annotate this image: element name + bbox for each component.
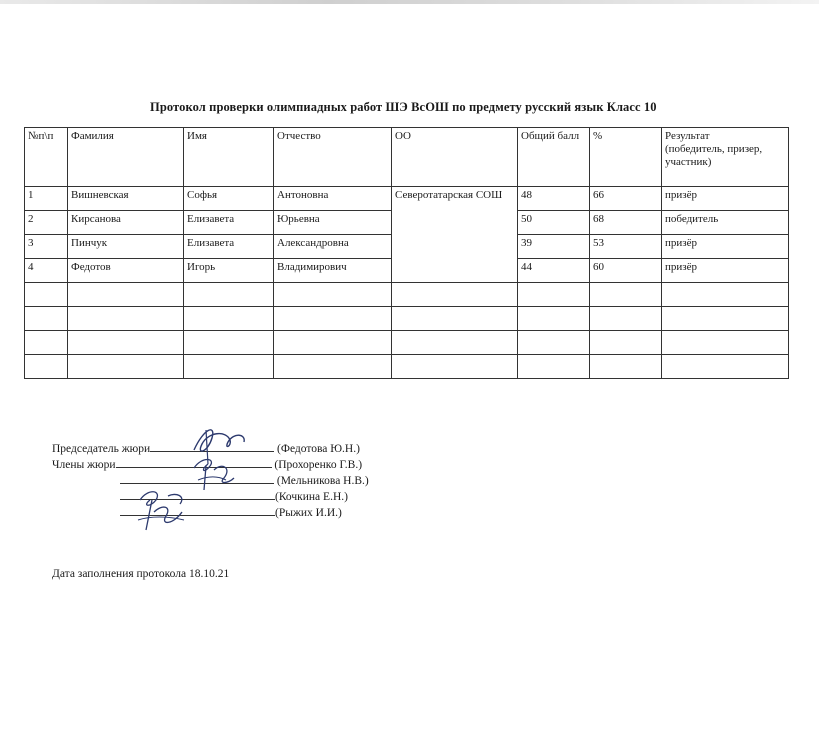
cell-percent: 60 xyxy=(590,259,662,283)
cell-number: 3 xyxy=(25,235,68,259)
cell-patronymic: Антоновна xyxy=(274,187,392,211)
header-total-score: Общий балл xyxy=(518,128,590,187)
cell-score: 44 xyxy=(518,259,590,283)
signature-block xyxy=(52,440,369,520)
document-title: Протокол проверки олимпиадных работ ШЭ ВсОШ по предмету русский язык Класс 10 xyxy=(150,100,657,114)
cell-score: 39 xyxy=(518,235,590,259)
cell-school: Северотатарская СОШ xyxy=(392,187,518,283)
signature-line xyxy=(150,440,274,452)
member-row xyxy=(52,456,369,472)
scan-edge xyxy=(0,0,819,4)
member-name: (Мельникова Н.В.) xyxy=(276,475,369,487)
member-name: (Кочкина Е.Н.) xyxy=(275,491,348,503)
member-row xyxy=(52,504,369,520)
header-number: №п\п xyxy=(25,128,68,187)
cell-percent: 53 xyxy=(590,235,662,259)
cell-result: победитель xyxy=(662,211,789,235)
cell-percent: 66 xyxy=(590,187,662,211)
header-first-name: Имя xyxy=(184,128,274,187)
table-row xyxy=(25,187,789,211)
cell-number: 2 xyxy=(25,211,68,235)
chair-name: (Федотова Ю.Н.) xyxy=(277,443,360,455)
table-row-empty xyxy=(25,283,789,307)
cell-result: призёр xyxy=(662,235,789,259)
header-school: ОО xyxy=(392,128,518,187)
signature-line xyxy=(120,472,274,484)
member-name: (Рыжих И.И.) xyxy=(275,507,342,519)
signature-line xyxy=(120,504,275,516)
header-patronymic: Отчество xyxy=(274,128,392,187)
cell-first-name: Софья xyxy=(184,187,274,211)
cell-last-name: Вишневская xyxy=(68,187,184,211)
member-row xyxy=(52,488,369,504)
cell-first-name: Игорь xyxy=(184,259,274,283)
table-header-row xyxy=(25,128,789,187)
cell-last-name: Кирсанова xyxy=(68,211,184,235)
cell-last-name: Федотов xyxy=(68,259,184,283)
signature-line xyxy=(116,456,272,468)
table-row-empty xyxy=(25,307,789,331)
cell-patronymic: Владимирович xyxy=(274,259,392,283)
header-result: Результат (победитель, призер, участник) xyxy=(662,128,789,187)
header-last-name: Фамилия xyxy=(68,128,184,187)
cell-patronymic: Юрьевна xyxy=(274,211,392,235)
members-label: Члены жюри xyxy=(52,459,116,471)
chair-row xyxy=(52,440,369,456)
signature-line xyxy=(120,488,275,500)
member-name: (Прохоренко Г.В.) xyxy=(274,459,363,471)
cell-first-name: Елизавета xyxy=(184,211,274,235)
cell-number: 4 xyxy=(25,259,68,283)
cell-score: 48 xyxy=(518,187,590,211)
cell-result: призёр xyxy=(662,187,789,211)
cell-result: призёр xyxy=(662,259,789,283)
cell-percent: 68 xyxy=(590,211,662,235)
cell-last-name: Пинчук xyxy=(68,235,184,259)
cell-score: 50 xyxy=(518,211,590,235)
cell-number: 1 xyxy=(25,187,68,211)
table-row-empty xyxy=(25,355,789,379)
member-row xyxy=(52,472,369,488)
chair-label: Председатель жюри xyxy=(52,443,151,455)
results-table xyxy=(24,127,789,379)
table-row-empty xyxy=(25,331,789,355)
cell-first-name: Елизавета xyxy=(184,235,274,259)
header-percent: % xyxy=(590,128,662,187)
cell-patronymic: Александровна xyxy=(274,235,392,259)
fill-date: Дата заполнения протокола 18.10.21 xyxy=(52,568,230,580)
